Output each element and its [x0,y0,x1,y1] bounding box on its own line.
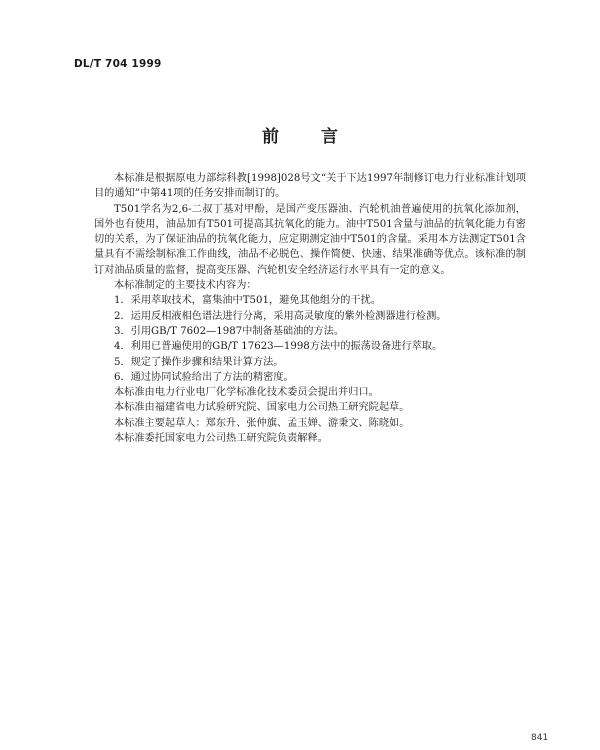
closing-line: 本标准由福建省电力试验研究院、国家电力公司热工研究院起草。 [114,402,410,414]
paragraph: 本标准制定的主要技术内容为： [114,280,257,292]
paragraph: T501学名为2,6-二叔丁基对甲酚，是国产变压器油、汽轮机油普遍使用的抗氧化添加剂，国外也有使用，油品加有T501可提高其抗氧化的能力。油中T501含量与油品的抗氧化能力有密切的关系，为了保证油品的抗氧化能力，应定期测定油中T501的含量。采用本方法测定T501含量具有不需绘制标准工作曲线，油品不必脱色、操作简便、快速、结果准确等优点。该标准的制订对油品质量的监督，提高变压器、汽轮机安全经济运行水平具有一定的意义。 [94,203,526,276]
list-item: 3．引用GB/T 7602—1987中制备基础油的方法。 [114,325,345,337]
standard-code: DL/T 704 1999 [74,58,162,70]
list-item: 2．运用反相液相色谱法进行分离，采用高灵敏度的紫外检测器进行检测。 [114,310,447,322]
closing-line: 本标准主要起草人：郑东升、张仲旗、孟玉婵、游秉文、陈晓如。 [114,417,410,429]
list-item: 4．利用已普遍使用的GB/T 17623—1998方法中的振荡设备进行萃取。 [114,341,443,353]
page-number: 841 [531,733,549,743]
page-title: 前言 [262,127,380,147]
closing-line: 本标准委托国家电力公司热工研究院负责解释。 [114,433,328,445]
document-body [94,171,526,446]
list-item: 5．规定了操作步骤和结果计算方法。 [114,356,284,368]
closing-line: 本标准由电力行业电厂化学标准化技术委员会提出并归口。 [114,387,379,399]
list-item: 1．采用萃取技术，富集油中T501，避免其他组分的干扰。 [114,295,382,307]
paragraph: 本标准是根据原电力部综科教[1998]028号文“关于下达1997年制修订电力行业标准计划项目的通知”中第41项的任务安排而制订的。 [94,173,526,200]
list-item: 6．通过协同试验给出了方法的精密度。 [114,371,294,383]
